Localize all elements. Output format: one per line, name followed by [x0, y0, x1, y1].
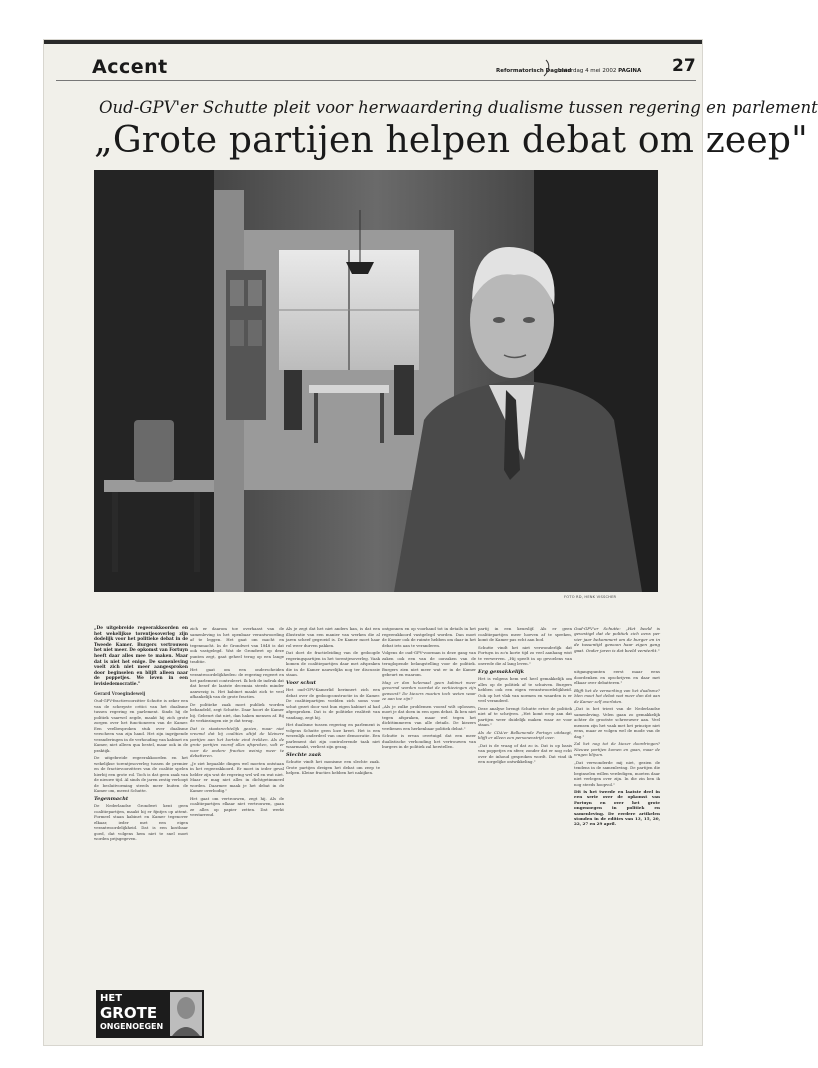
- badge-line-3: ONGENOEGEN: [100, 1022, 164, 1031]
- paragraph: Het oud-GPV-Kamerlid herinnert zich een debat over de gedoogconstructie in de Kamer. De coalitiepartijen voelden zich soms voor schut gezet door wat hun eigen kabinet al had afgesproken. Dat is de politieke realiteit van vandaag, zegt hij.: [286, 687, 380, 720]
- paragraph: partij in een keurslijf. Als er geen coalitiepartijen meer hoeven af te spreken, komt de Kamer pas echt aan bod.: [478, 626, 572, 642]
- badge-line-2: GROTE: [100, 1004, 158, 1022]
- text-column-6: [574, 626, 660, 1036]
- article-kicker: Oud-GPV'er Schutte pleit voor herwaardering dualisme tussen regering en parlement: [99, 98, 818, 117]
- header-divider: [56, 80, 696, 81]
- paragraph: „Dat verwonderde mij niet, gezien de tendens in de samenleving. De partijen die beginselen willen verdedigen, moeten daar niet verlegen over zijn. In die zin ben ik nog steeds hoopvol.": [574, 759, 660, 787]
- series-footnote: Dit is het tweede en laatste deel in een serie over de opkomst van Fortuyn en over het grote ongenoegen in politiek en samenleving. De eerdere artikelen stonden in de edities van 13, 15, 20, 22, 27 en 29 april.: [574, 789, 660, 827]
- paragraph: De uitgebreide regeerakkoorden en het wekelijkse torentjesoverleg tussen de premier en de fractievoorzitters van de coalitie spelen hierbij een grote rol. Toch is dat geen zaak van de nieuwe tijd. Al sinds de jaren zestig verloopt de besluitvorming steeds meer buiten de Kamer om, meent Schutte.: [94, 755, 188, 794]
- paragraph: Volgens de oud-GPV-voorman is deze gang van zaken ook een van de oorzaken van de teruglopende belangstelling voor de politiek. Burgers zien niet meer wat er in de Kamer gebeurt en waarom.: [382, 650, 476, 677]
- subhead: Erg gemakkelijk: [478, 668, 525, 675]
- pull-quote: Zal het nog tot de kiezer doordringen? Nieuwe partijen komen en gaan, maar de vragen blijven.: [574, 741, 660, 758]
- pull-quote: Mag er dan helemaal geen kabinet meer gevormd worden voordat de verkiezingen zijn geweest? De kiezers moeten toch weten waar ze aan toe zijn?: [382, 679, 476, 701]
- portrait-icon: [170, 992, 202, 1036]
- text-column-3: [286, 626, 380, 1036]
- paragraph: De politieke zaak moet publiek worden behandeld, zegt Schutte. Daar hoort de Kamer bij. Gebeurt dat niet, dan haken mensen af. Bij de verkiezingen zie je dat terug.: [190, 701, 284, 723]
- paragraph: zich er daarom toe overhaast van de samenleving in het openbaar verantwoording af te leggen. Het gaat om macht en tegenmacht. In de Grondwet van 1848 is dat ook vastgelegd. Wat de Grondwet op deze punten zegt, gaat geheel terug op een lange traditie.: [190, 626, 284, 664]
- article-headline: „Grote partijen helpen debat om zeep": [94, 120, 808, 161]
- text-column-2: [190, 626, 284, 1036]
- paragraph: „Je ziet bepaalde dingen wel moeten ontstaan in het regeerakkoord. Er moet in ieder geval helder zijn wat de regering wel wil en wat niet. Maar er mag niet alles in dichtgetimmerd worden. Daarmee maak je het debat in de Kamer overbodig.": [190, 760, 284, 793]
- paragraph: uitgangspunten eerst maar eens doordenken en opschrijven en daar met elkaar over debatteren.": [574, 669, 660, 686]
- issue-date: [559, 68, 641, 74]
- paragraph: Het gaat om een onderscheiden verantwoordelijkheden: de regering regeert en het parlement controleert. Ik heb de indruk dat dat besef de laatste decennia steeds minder aanwezig is. Het kabinet maakt zich te veel afhankelijk van de grote fracties.: [190, 666, 284, 699]
- series-badge: [96, 990, 204, 1038]
- badge-line-1: HET: [100, 993, 123, 1004]
- subhead: Voor schut: [286, 679, 316, 686]
- text-column-4: [382, 626, 476, 1036]
- paragraph: ontgonnen en op voorhand tot in details in het regeerakkoord vastgelegd worden. Dan moet de Kamer ook de ruimte hebben om daar in het debat iets aan te veranderen.: [382, 626, 476, 648]
- subhead: Slechte zaak: [286, 751, 322, 758]
- pull-quote: Dat is staatsrechtelijk gezien, maar niet vreemd dat bij coalities altijd de kleinere partijen aan het kortste eind trekken. Als de grote partijen vooraf alles afspreken, valt er voor de andere fracties weinig meer te debatteren.: [190, 725, 284, 758]
- paragraph: „Dat is het triest van de Nederlandse samenleving. Velen gaan zo gemakkelijk achter de grootste schreeuwer aan. Veel mensen zijn het vaak met het principe niet eens, maar ze volgen wel de mode van de dag.": [574, 706, 660, 739]
- swoosh-icon: [542, 58, 552, 78]
- text-column-1: [94, 626, 188, 986]
- brand-name: Reformatorisch Dagblad: [496, 68, 572, 74]
- photo-credit: FOTO RD, HENK VISSCHER: [564, 595, 617, 599]
- article-intro: „De uitgebreide regeerakkoorden en het wekelijkse torentjesoverleg zijn dodelijk voor het politieke debat in de Tweede Kamer. Burgers vertrouwen het niet meer. De opkomst van Fortuyn heeft daar alles mee te maken. Maar dat is niet het enige. De samenleving voelt zich niet meer aangesproken door beginselen en blijft alleen naar de poppetjes. We leven in een levisiedemocratie.": [94, 626, 188, 687]
- paragraph: „Dat is de vraag of dat zo is. Dat is op basis van poppetjes en sfeer, zonder dat er nog echt over de inhoud gesproken wordt. Dat vind ik een zorgelijke ontwikkeling.": [478, 742, 572, 764]
- page-label: PAGINA: [618, 68, 642, 74]
- section-title: Accent: [92, 56, 168, 78]
- subhead: Tegenmacht: [94, 795, 129, 802]
- photo-illustration: [94, 170, 658, 592]
- caption-spacer: [574, 655, 660, 669]
- date-text: zaterdag 4 mei 2002: [559, 68, 617, 74]
- newspaper-page: [44, 40, 818, 1045]
- paragraph: Het gaat om vertrouwen, zegt hij. Als de coalitiepartijen elkaar niet vertrouwen, gaan ze alles op papier zetten. Dat werkt verstarrend.: [190, 795, 284, 817]
- paragraph: Dat doet de fractieleiding van de gedoogde regeringspartijen in het torentjesoverleg. Vaak komen de coalitiepartijen daar met afspraken die in de Kamer nauwelijks nog ter discussie staan.: [286, 650, 380, 677]
- pull-quote: Blijft het de verwerking van het dualisme? Men moet het debat wat meer dan dat aan de Kamer zelf overlaten.: [574, 687, 660, 704]
- paragraph: Deze analyse brengt Schutte ertoe de politiek niet af te schrijven. „Het komt erop aan dat partijen weer duidelijk maken waar ze voor staan.": [478, 705, 572, 727]
- paragraph: Het dualisme tussen regering en parlement is volgens Schutte geen loze kreet. Het is een wezenlijk onderdeel van onze democratie. Een parlement dat zijn controlerende taak niet waarmaakt, verliest zijn gezag.: [286, 722, 380, 749]
- top-rule: [44, 40, 702, 44]
- paragraph: De Nederlandse Grondwet kent geen coalitiepartijen, maakt hij er fijntjes op attent. Formeel staan kabinet en Kamer tegenover elkaar, ieder met een eigen verantwoordelijkheid. Dat is een kostbaar goed, dat volgens hem niet te snel moet worden prijsgegeven.: [94, 803, 188, 842]
- badge-portrait: [170, 992, 202, 1036]
- page-number: 27: [672, 56, 696, 76]
- pull-quote: Als de CDA'er Balkenende Fortuyn uitdaagt, blijft er alleen een personenstrijd over.: [478, 729, 572, 740]
- paragraph: Schutte vindt het niet verwonderlijk dat Fortuyn in zo'n korte tijd zo veel aanhang wist te verwerven. „Hij speelt in op gevoelens van onvrede die al lang leven.": [478, 644, 572, 666]
- paragraph: Het is volgens hem wel heel gemakkelijk om alles op de politiek af te schuiven. Burgers hebben ook een eigen verantwoordelijkheid. Ook op het vlak van normen en waarden is er veel veranderd.: [478, 676, 572, 703]
- text-column-5: [478, 626, 572, 1036]
- paragraph: Schutte is ervan overtuigd dat een meer dualistische verhouding het vertrouwen van burgers in de politiek zal herstellen.: [382, 733, 476, 749]
- paragraph: „Als je zulke problemen vooraf wilt oplossen, moet je dat doen in een open debat. Ik ben niet tegen afspraken, maar wel tegen het dichttimmeren van alle details. De kiezers verdienen een herkenbaar politiek debat.": [382, 703, 476, 731]
- photo-caption: Oud-GPV'er Schutte: „Het beeld is gevestigd dat de politiek zich eens per vier jaar bekommert om de burger en in de tussentijd gewoon haar eigen gang gaat. Onder jaren is dat beeld versterkt.": [574, 626, 660, 653]
- paragraph: Als je zegt dat het niet anders kan, is dat een illustratie van een manier van werken die al jaren scheef gegroeid is. De Kamer moet haar rol weer durven pakken.: [286, 626, 380, 648]
- paragraph: Schutte vindt het monisme een slechte zaak. Grote partijen dreigen het debat om zeep te helpen. Kleine fracties hebben het nakijken.: [286, 759, 380, 775]
- article-photo: [94, 170, 658, 592]
- page-header: [44, 48, 702, 84]
- byline: Gerard Vroegindeweij: [94, 690, 146, 696]
- paragraph: Oud-GPV-fractievoorzitter Schutte is zeker een van de scherpste critici van het dualisme tussen regering en parlement. Sinds hij de politiek vaarwel zegde, maakt hij zich grote zorgen over het functioneren van de Kamer. Een veelbesproken stuk over dualisme verscheen van zijn hand. Het zijn ingrijpende veranderingen in de verhouding van kabinet en Kamer, niet alleen qua bestel, maar ook in de praktijk.: [94, 698, 188, 753]
